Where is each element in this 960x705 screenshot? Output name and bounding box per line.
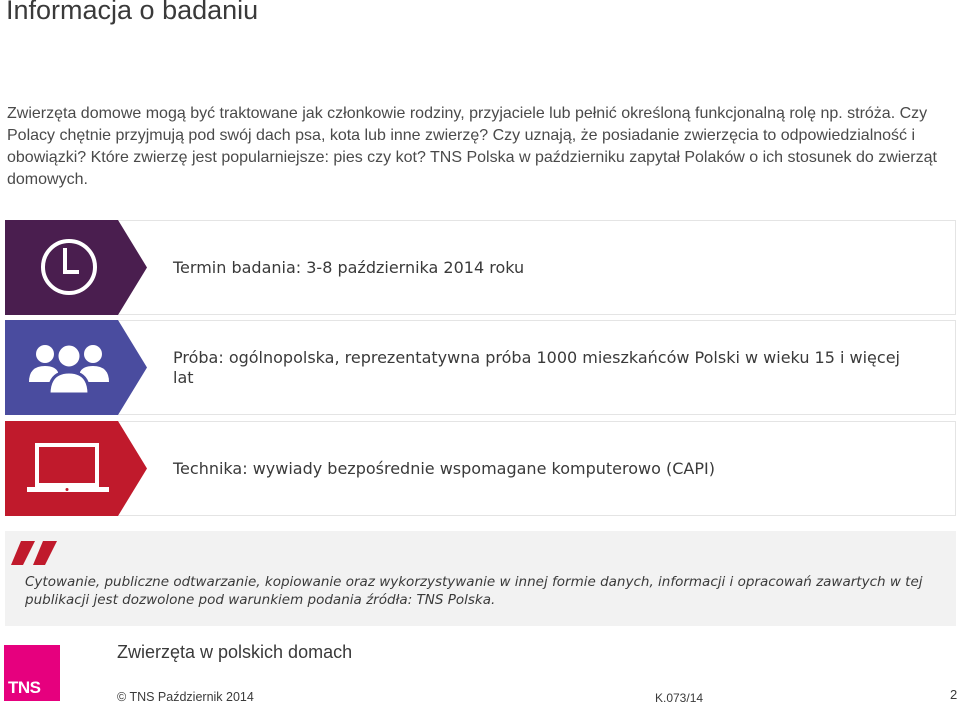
quotation-mark-icon [11, 541, 59, 567]
page-number: 2 [950, 687, 958, 702]
info-row-sample-text: Próba: ogólnopolska, reprezentatywna próba 1000 mieszkańców Polski w wieku 15 i więcej lat [173, 347, 900, 387]
footer-code: K.073/14 [655, 691, 704, 705]
arrow-badge-technique [5, 421, 147, 516]
citation-notice [5, 531, 956, 626]
clock-icon [5, 220, 147, 315]
page-title: Informacja o badaniu [6, 0, 259, 25]
info-row-technique-text: Technika: wywiady bezpośrednie wspomagane komputerowo (CAPI) [173, 458, 715, 478]
info-row-date-text: Termin badania: 3-8 października 2014 roku [173, 257, 525, 277]
arrow-badge-date [5, 220, 147, 315]
arrow-badge-sample [5, 320, 147, 415]
tns-logo-text: TNS [8, 678, 41, 697]
tns-logo [4, 645, 60, 701]
footer-copyright: © TNS Październik 2014 [117, 690, 254, 704]
footer-title: Zwierzęta w polskich domach [117, 642, 353, 662]
intro-paragraph: Zwierzęta domowe mogą być traktowane jak członkowie rodziny, przyjaciele lub pełnić określoną funkcjonalną rolę np. stróża. Czy Polacy chętnie przyjmują pod swój dach psa, kota lub inne zwierzę? Czy uznają, że posiadanie zwierzęcia to odpowiedzialność i obowiązki? Które zwierzę jest popularniejsze: pies czy kot? TNS Polska w październiku zapytał Polaków o ich stosunek do zwierząt domowych. [7, 105, 937, 188]
people-group-icon [5, 320, 147, 415]
info-row-date [5, 220, 956, 315]
info-row-sample [5, 320, 956, 415]
citation-text: Cytowanie, publiczne odtwarzanie, kopiowanie oraz wykorzystywanie w innej formie danych, informacji i opracowań zawartych w tej publikacji jest dozwolone pod warunkiem podania źródła: TNS Polska. [25, 574, 923, 608]
info-row-technique [5, 421, 956, 516]
laptop-icon [5, 421, 147, 516]
